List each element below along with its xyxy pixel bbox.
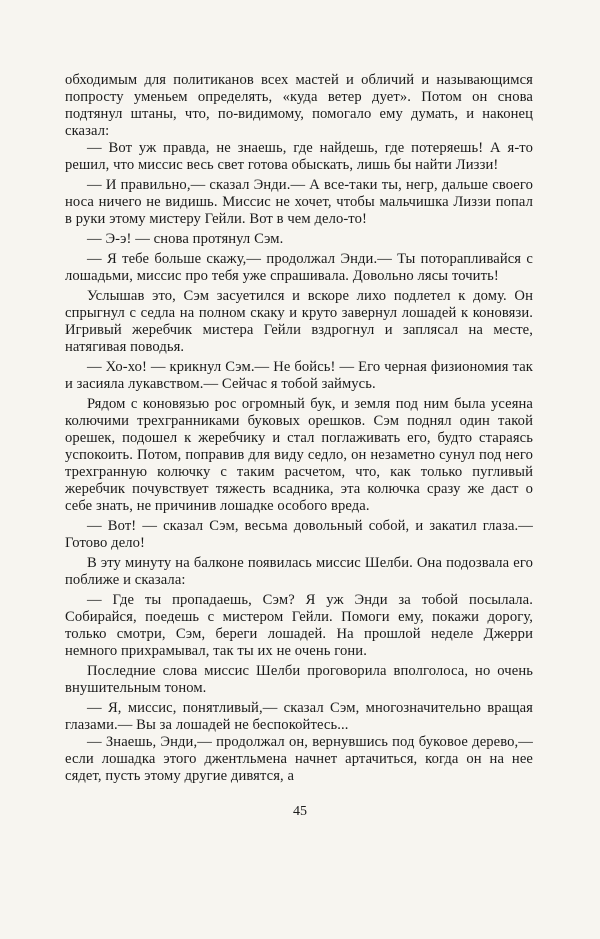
paragraph-4: — Э-э! — снова протянул Сэм. [87,231,284,247]
page-number: 45 [293,804,307,819]
paragraph-7: — Хо-хо! — крикнул Сэм.— Не бойсь! — Его черная физиономия так и засияла лукавством.— Сейчас я тобой займусь. [65,359,533,392]
page-text [65,72,533,785]
paragraph-8: Рядом с коновязью рос огромный бук, и земля под ним была усеяна колючими трехгранниками буковых орешков. Сэм поднял один такой орешек, подошел к жеребчику и стал поглаживать его, будто стараясь успокоить. Потом, поправив для виду седло, он незаметно сунул под него трехгранную колючку с таким расчетом, что, как только пугливый жеребчик почувствует тяжесть всадника, эта колючка сразу же даст о себе знать, не причинив лошадке особого вреда. [65,396,533,514]
paragraph-5: — Я тебе больше скажу,— продолжал Энди.— Ты поторапливайся с лошадьми, миссис про тебя уже спрашивала. Довольно лясы точить! [65,251,533,284]
paragraph-10: В эту минуту на балконе появилась миссис Шелби. Она подозвала его поближе и сказала: [65,555,533,588]
paragraph-14: — Знаешь, Энди,— продолжал он, вернувшись под буковое дерево,— если лошадка этого джентльмена начнет артачиться, когда он на нее сядет, пусть этому другие дивятся, а [65,734,533,784]
paragraph-12: Последние слова миссис Шелби проговорила вполголоса, но очень внушительным тоном. [65,663,533,696]
paragraph-11: — Где ты пропадаешь, Сэм? Я уж Энди за тобой посылала. Собирайся, поедешь с мистером Гейли. Помоги ему, покажи дорогу, только смотри, Сэм, береги лошадей. На прошлой неделе Джерри немного прихрамывал, так ты их не очень гони. [65,592,533,659]
paragraph-1: обходимым для политиканов всех мастей и обличий и называющимся попросту уменьем определять, «куда ветер дует». Потом он снова подтянул штаны, что, по-видимому, помогало ему думать, и наконец сказал: [65,72,533,139]
paragraph-2: — Вот уж правда, не знаешь, где найдешь, где потеряешь! А я-то решил, что миссис весь свет готова обыскать, лишь бы найти Лиззи! [65,140,533,173]
paragraph-6: Услышав это, Сэм засуетился и вскоре лихо подлетел к дому. Он спрыгнул с седла на полном скаку и круто завернул лошадей к коновязи. Игривый жеребчик мистера Гейли вздрогнул и заплясал на месте, натягивая поводья. [65,288,533,355]
paragraph-13: — Я, миссис, понятливый,— сказал Сэм, многозначительно вращая глазами.— Вы за лошадей не беспокойтесь... [65,700,533,733]
paragraph-3: — И правильно,— сказал Энди.— А все-таки ты, негр, дальше своего носа ничего не видишь. Миссис не хочет, чтобы мальчишка Лиззи попал в руки этому мистеру Гейли. Вот в чем дело-то! [65,177,533,227]
paragraph-9: — Вот! — сказал Сэм, весьма довольный собой, и закатил глаза.— Готово дело! [65,518,533,551]
